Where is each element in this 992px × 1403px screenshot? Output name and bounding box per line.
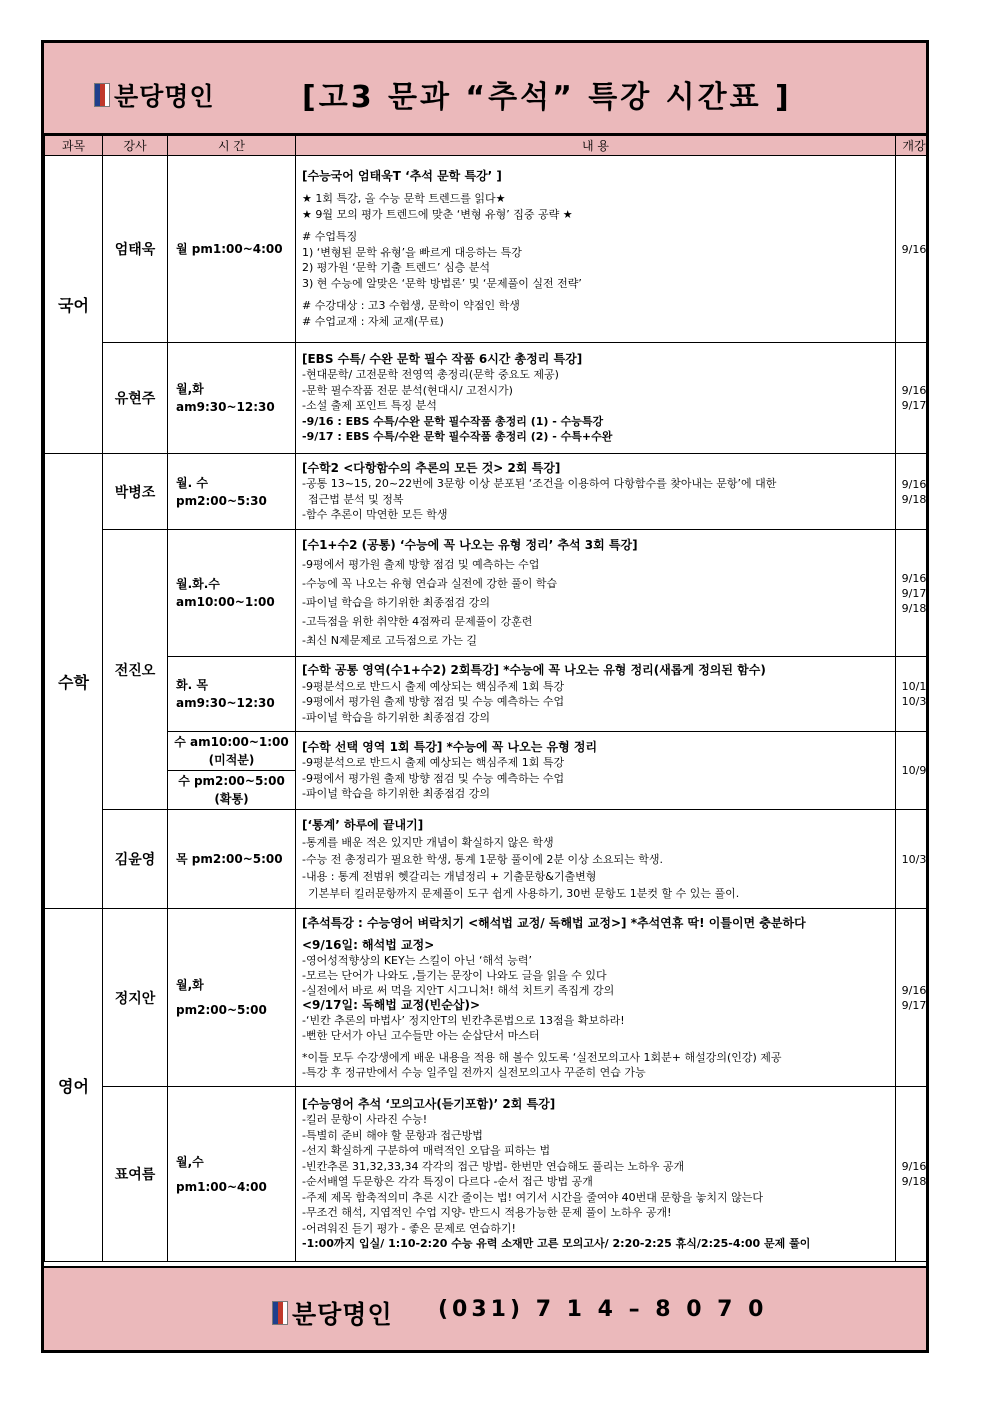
date-value: 9/16 xyxy=(901,1160,927,1173)
instructor-name: 정지안 xyxy=(103,909,168,1087)
content-line: -선지 확실하게 구분하여 매력적인 오답을 피하는 법 xyxy=(302,1144,551,1157)
schedule-table xyxy=(44,135,929,1262)
class-hours: pm1:00~4:00 xyxy=(176,1179,267,1194)
class-hours: am9:30~12:30 xyxy=(176,696,275,710)
start-date xyxy=(896,530,930,657)
course-title: [추석특강 : 수능영어 벼락치기 <해석법 교정/ 독해법 교정>] *추석연휴 딱! 이틀이면 충분하다 xyxy=(302,915,806,930)
table-row xyxy=(45,810,930,909)
class-hours: pm2:00~5:30 xyxy=(176,493,267,508)
logo-icon xyxy=(272,1301,288,1325)
class-time xyxy=(168,771,296,810)
course-content xyxy=(296,1087,896,1262)
class-days: 월,화 xyxy=(176,978,204,992)
content-line: 기본부터 킬러문항까지 문제풀이 도구 쉽게 사용하기, 30번 문항도 1분컷 할 수 있는 풀이. xyxy=(308,886,740,900)
col-header-time: 시 간 xyxy=(168,136,296,156)
content-line: -9/17 : EBS 수특/수완 문학 필수작품 총정리 (2) - 수특+수완 xyxy=(302,430,613,443)
content-line: 3) 현 수능에 알맞은 ‘문학 방법론’ 및 ‘문제풀이 실전 전략’ xyxy=(302,276,582,290)
content-line: -현대문학/ 고전문학 전영역 총정리(문학 중요도 제공) xyxy=(302,368,559,381)
content-line: *이틀 모두 수강생에게 배운 내용을 적용 해 볼수 있도록 ‘실전모의고사 1회분+ 해설강의(인강) 제공 xyxy=(302,1050,782,1064)
content-line: -무조건 해석, 지엽적인 수업 지양- 반드시 적용가능한 문제 풀이 노하우 공개! xyxy=(302,1206,672,1219)
instructor-name: 엄태욱 xyxy=(103,156,168,343)
col-header-subject: 과목 xyxy=(45,136,103,156)
class-days: 월,화 xyxy=(176,382,204,396)
page-title: [고3 문과 “추석” 특강 시간표 ] xyxy=(302,80,792,115)
class-time xyxy=(168,343,296,454)
subject-korean: 국어 xyxy=(45,156,103,454)
date-value: 10/1 xyxy=(901,680,927,693)
start-date: 10/9 xyxy=(896,732,930,810)
logo-text: 분당명인 xyxy=(292,1300,393,1329)
course-title: [수능영어 추석 ‘모의고사(듣기포함)’ 2회 특강] xyxy=(302,1096,556,1111)
course-title: [수학2 <다항함수의 추론의 모든 것> 2회 특강] xyxy=(302,460,561,475)
footer-logo xyxy=(272,1295,393,1331)
content-line: -파이널 학습을 하기위한 최종점검 강의 xyxy=(302,596,490,609)
content-line: ★ 1회 특강, 올 수능 문학 트렌드를 읽다★ xyxy=(302,192,506,206)
class-time xyxy=(168,657,296,732)
class-hours: 수 pm2:00~5:00 xyxy=(178,774,285,788)
content-line: -‘빈칸 추론의 마법사’ 정지안T의 빈칸추론법으로 13점을 확보하라! xyxy=(302,1013,625,1027)
content-line: -킬러 문항이 사라진 수능! xyxy=(302,1113,428,1126)
content-line: -주제 제목 함축적의미 추론 시간 줄이는 법! 여기서 시간을 줄여야 40번대 문항을 놓치지 않는다 xyxy=(302,1190,763,1204)
course-title: [수1+수2 (공통) ‘수능에 꼭 나오는 유형 정리’ 추석 3회 특강] xyxy=(302,538,638,552)
content-line: -9평분석으로 반드시 출제 예상되는 핵심주제 1회 특강 xyxy=(302,679,565,693)
content-line: -특강 후 정규반에서 수능 일주일 전까지 실전모의고사 꾸준히 연습 가능 xyxy=(302,1065,646,1079)
table-row xyxy=(45,530,930,657)
table-header-row xyxy=(45,136,930,156)
content-line: -실전에서 바로 써 먹을 지안T 시그니처! 해석 치트키 족집게 강의 xyxy=(302,983,615,997)
instructor-name: 표여름 xyxy=(103,1087,168,1262)
content-line: -문학 필수작품 전문 분석(현대시/ 고전시가) xyxy=(302,383,513,397)
logo-icon xyxy=(94,83,110,107)
col-header-content: 내 용 xyxy=(296,136,896,156)
header-banner xyxy=(44,43,926,135)
date-value: 9/18 xyxy=(901,601,927,615)
content-line: -고득점을 위한 취약한 4점짜리 문제풀이 강훈련 xyxy=(302,615,533,628)
date-value: 9/16 xyxy=(901,384,927,397)
start-date xyxy=(896,909,930,1087)
date-value: 10/3 xyxy=(901,695,927,708)
date-value: 9/16 xyxy=(901,983,927,997)
date-value: 9/17 xyxy=(901,399,927,412)
date-value: 9/18 xyxy=(901,1175,927,1188)
content-line: # 수업교재 : 자체 교재(무료) xyxy=(302,314,444,328)
course-content xyxy=(296,454,896,530)
content-line: -최신 N제문제로 고득점으로 가는 길 xyxy=(302,634,477,647)
brand-logo xyxy=(94,77,215,113)
course-title: [‘통계’ 하루에 끝내기] xyxy=(302,817,424,832)
class-days: 화. 목 xyxy=(176,678,208,692)
class-time xyxy=(168,732,296,771)
content-line: # 수업특징 xyxy=(302,230,358,244)
content-line: -순서배열 두문항은 각각 특징이 다르다 -순서 접근 방법 공개 xyxy=(302,1175,593,1188)
content-line: -뻔한 단서가 아닌 고수들만 아는 순삽단서 마스터 xyxy=(302,1028,540,1042)
class-hours: am9:30~12:30 xyxy=(176,400,275,414)
content-line: -9평에서 평가원 출제 방향 점검 및 수능 예측하는 수업 xyxy=(302,695,565,708)
class-time xyxy=(168,909,296,1087)
content-line: 2) 평가원 ‘문학 기출 트렌드’ 심층 분석 xyxy=(302,261,491,275)
class-days: 월. 수 xyxy=(176,475,208,490)
date-value: 9/16 xyxy=(901,477,927,491)
content-line: -모르는 단어가 나와도 ,틀기는 문장이 나와도 글을 읽을 수 있다 xyxy=(302,968,607,982)
content-line: -함수 추론이 막연한 모든 학생 xyxy=(302,508,448,521)
class-hours: 수 am10:00~1:00 xyxy=(174,735,289,749)
class-time xyxy=(168,530,296,657)
table-row xyxy=(45,657,930,732)
instructor-name: 유현주 xyxy=(103,343,168,454)
content-line: -9평에서 평가원 출제 방향 점검 및 수능 예측하는 수업 xyxy=(302,771,565,785)
date-value: 9/18 xyxy=(901,492,927,506)
class-hours: pm2:00~5:00 xyxy=(176,1003,267,1017)
date-value: 9/17 xyxy=(901,998,927,1012)
instructor-name: 전진오 xyxy=(103,530,168,810)
timetable-frame xyxy=(41,40,929,1353)
content-line: -파이널 학습을 하기위한 최종점검 강의 xyxy=(302,710,490,724)
date-value: 9/17 xyxy=(901,586,927,600)
class-track: (미적분) xyxy=(208,753,255,767)
course-title: [수능국어 엄태욱T ‘추석 문학 특강’ ] xyxy=(302,168,502,183)
course-content xyxy=(296,530,896,657)
course-title: [EBS 수특/ 수완 문학 필수 작품 6시간 총정리 특강] xyxy=(302,351,583,366)
course-content xyxy=(296,156,896,343)
class-time: 목 pm2:00~5:00 xyxy=(168,810,296,909)
course-title: [수학 공통 영역(수1+수2) 2회특강] *수능에 꼭 나오는 유형 정리(새롭게 정의된 함수) xyxy=(302,663,766,677)
class-time: 월 pm1:00~4:00 xyxy=(168,156,296,343)
date-value: 9/16 xyxy=(901,571,927,585)
class-time xyxy=(168,1087,296,1262)
content-line: -영어성적향상의 KEY는 스킬이 아닌 ‘해석 능력’ xyxy=(302,953,532,967)
content-line: -통계를 배운 적은 있지만 개념이 확실하지 않은 학생 xyxy=(302,835,554,849)
content-line: -수능 전 총정리가 필요한 학생, 통계 1문항 풀이에 2분 이상 소요되는 학생. xyxy=(302,852,663,866)
content-line: -빈칸추론 31,32,33,34 각각의 접근 방법- 한번만 연습해도 풀리는 노하우 공개 xyxy=(302,1159,685,1173)
course-content xyxy=(296,810,896,909)
content-line: 접근법 분석 및 정복 xyxy=(308,492,404,506)
start-date: 9/16 xyxy=(896,156,930,343)
class-track: (확통) xyxy=(214,792,249,806)
content-line: # 수강대상 : 고3 수험생, 문학이 약점인 학생 xyxy=(302,299,520,313)
instructor-name: 김윤영 xyxy=(103,810,168,909)
content-line: -9/16 : EBS 수특/수완 문학 필수작품 총정리 (1) - 수능특강 xyxy=(302,414,604,428)
content-line: -특별히 준비 해야 할 문항과 접근방법 xyxy=(302,1128,483,1142)
table-row xyxy=(45,156,930,343)
content-line: -1:00까지 입실/ 1:10-2:20 수능 유력 소재만 고른 모의고사/ 2:20-2:25 휴식/2:25-4:00 문제 풀이 xyxy=(302,1237,811,1250)
class-time xyxy=(168,454,296,530)
table-row xyxy=(45,732,930,771)
col-header-start-date: 개강 xyxy=(896,136,930,156)
start-date xyxy=(896,1087,930,1262)
content-line: -내용 : 통계 전범위 헷갈리는 개념정리 + 기출문항&기출변형 xyxy=(302,869,597,883)
start-date xyxy=(896,343,930,454)
content-line: -9평에서 평가원 출제 방향 점검 및 예측하는 수업 xyxy=(302,558,540,571)
table-row xyxy=(45,343,930,454)
subject-math: 수학 xyxy=(45,454,103,909)
table-row xyxy=(45,1087,930,1262)
class-days: 월.화.수 xyxy=(176,577,220,591)
start-date xyxy=(896,657,930,732)
content-line: -어려워진 듣기 평가 - 좋은 문제로 연습하기! xyxy=(302,1221,516,1235)
start-date xyxy=(896,454,930,530)
content-line: -파이널 학습을 하기위한 최종점검 강의 xyxy=(302,787,490,800)
course-title: [수학 선택 영역 1회 특강] *수능에 꼭 나오는 유형 정리 xyxy=(302,739,598,754)
class-hours: am10:00~1:00 xyxy=(176,595,275,609)
content-line: -소설 출제 포인트 특징 분석 xyxy=(302,399,437,412)
logo-text: 분당명인 xyxy=(114,82,215,111)
start-date: 10/3 xyxy=(896,810,930,909)
content-line: -공통 13~15, 20~22번에 3문항 이상 분포된 ‘조건을 이용하여 다항함수를 찾아내는 문항’에 대한 xyxy=(302,477,777,490)
content-line: ★ 9월 모의 평가 트렌드에 맞춘 ‘변형 유형’ 집중 공략 ★ xyxy=(302,207,573,221)
content-subheading: <9/16일: 해석법 교정> xyxy=(302,937,435,952)
table-row xyxy=(45,454,930,530)
table-row xyxy=(45,909,930,1087)
content-line: -9평분석으로 반드시 출제 예상되는 핵심주제 1회 특강 xyxy=(302,756,565,769)
content-line: -수능에 꼭 나오는 유형 연습과 실전에 강한 풀이 학습 xyxy=(302,577,558,590)
subject-english: 영어 xyxy=(45,909,103,1262)
content-subheading: <9/17일: 독해법 교정(빈순삽)> xyxy=(302,997,480,1012)
course-content xyxy=(296,343,896,454)
content-line: 1) ‘변형된 문학 유형’을 빠르게 대응하는 특강 xyxy=(302,245,522,259)
course-content xyxy=(296,909,896,1087)
class-days: 월,수 xyxy=(176,1154,204,1169)
footer-banner xyxy=(44,1266,926,1350)
col-header-instructor: 강사 xyxy=(103,136,168,156)
phone-number: (031) 7 1 4 – 8 0 7 0 xyxy=(438,1297,768,1322)
course-content xyxy=(296,732,896,810)
instructor-name: 박병조 xyxy=(103,454,168,530)
course-content xyxy=(296,657,896,732)
